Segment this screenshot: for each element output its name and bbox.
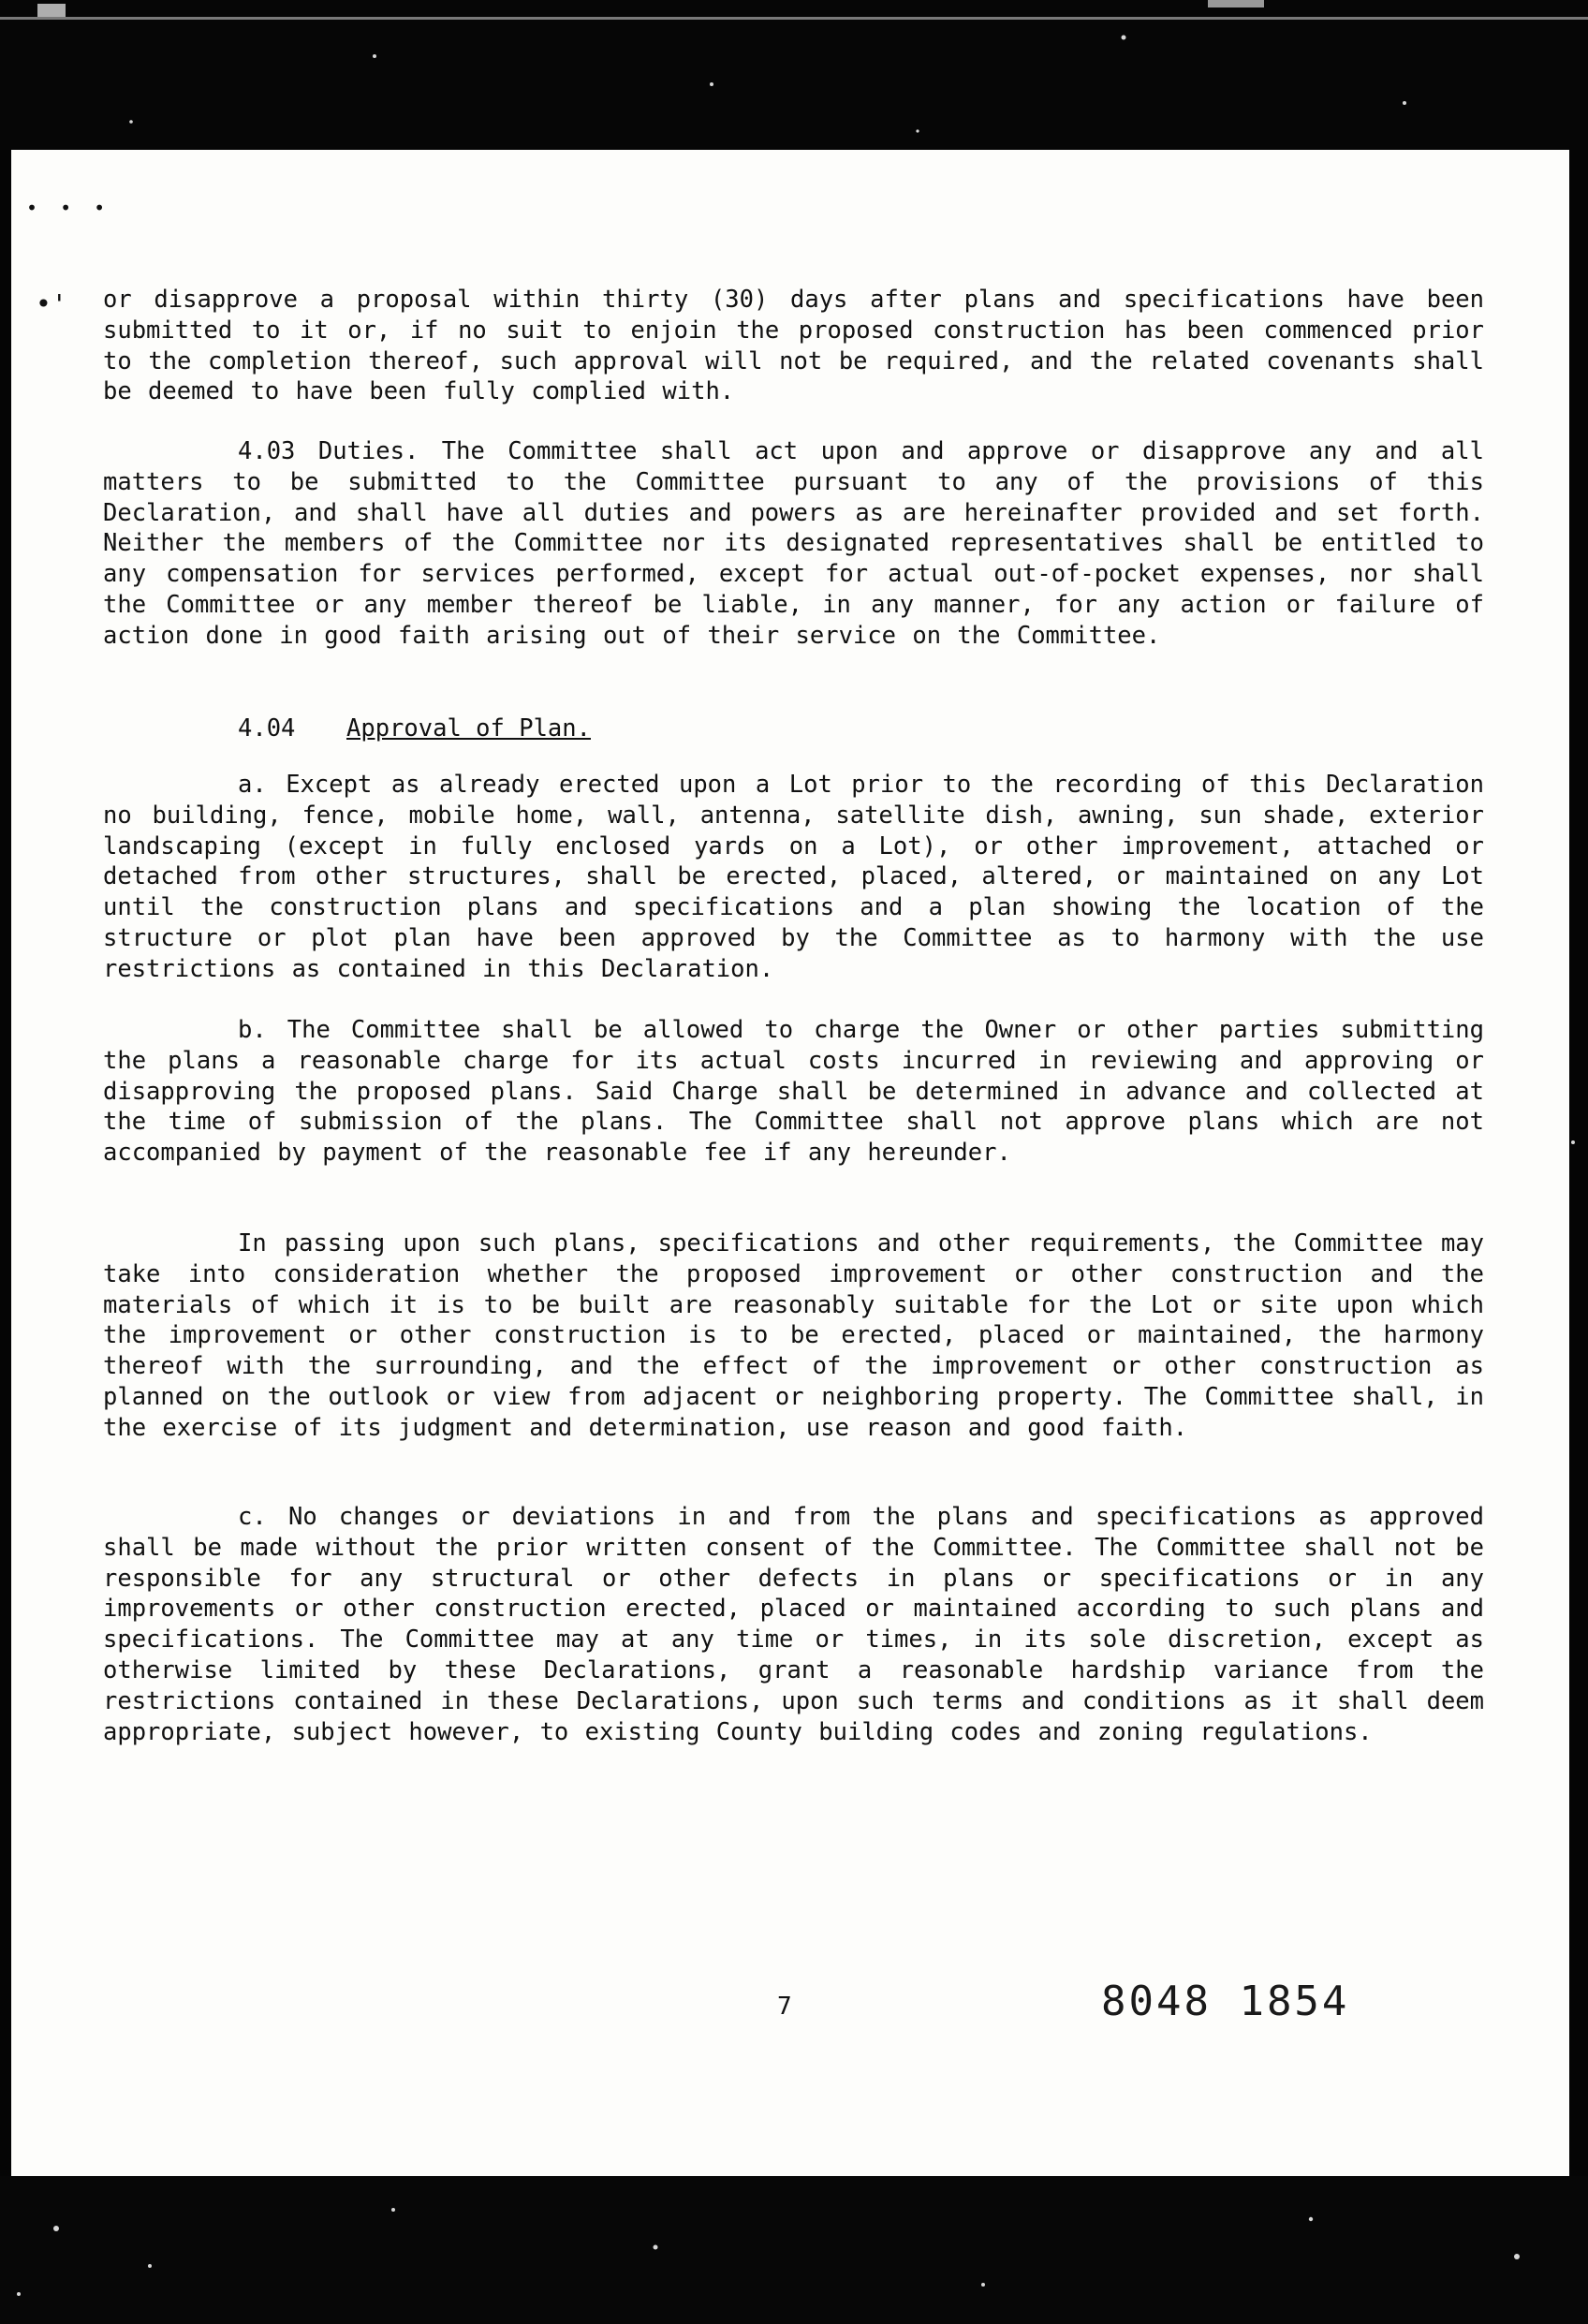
- paragraph-a: a. Except as already erected upon a Lot prior to the recording of this Declaration no building, fence, mobile home, wall, antenna, satellite dish, awning, sun shade, exterior landscaping (except in fully enclosed yards on a Lot), or other improvement, attached or detached from other structures, shall be erected, placed, altered, or maintained on any Lot until the construction plans and specifications and a plan showing the location of the structure or plot plan have been approved by the Committee as to harmony with the use restrictions as contained in this Declaration.: [103, 771, 1484, 983]
- section-title: Approval of Plan.: [346, 714, 591, 743]
- page-number: 7: [777, 1993, 792, 2021]
- section-number: 4.04: [238, 714, 296, 743]
- section-4-03-duties: 4.03 Duties. The Committee shall act upon and approve or disapprove any and all matters to be submitted to the Committee pursuant to any of the provisions of this Declaration, and shall have all duties and powers as are hereinafter provided and set forth. Neither the members of the Committee nor its designated representatives shall be entitled to any compensation for services performed, except for actual out-of-pocket expenses, nor shall the Committee or any member thereof be liable, in any manner, for any action or failure of action done in good faith arising out of their service on the Committee.: [103, 437, 1484, 650]
- margin-mark: •': [36, 288, 67, 319]
- scan-border-top: [0, 0, 1588, 150]
- scan-border-bottom: [0, 2176, 1588, 2324]
- paragraph-b: b. The Committee shall be allowed to charge the Owner or other parties submitting the plans a reasonable charge for its actual costs incurred in reviewing and approving or disapproving the proposed plans. Said Charge shall be determined in advance and collected at the time of submission of the plans. The Committee shall not approve plans which are not accompanied by payment of the reasonable fee if any hereunder.: [103, 1016, 1484, 1168]
- margin-specks: • • •: [26, 197, 111, 219]
- paragraph-c: c. No changes or deviations in and from the plans and specifications as approved shall be made without the prior written consent of the Committee. The Committee shall not be responsible for any structural or other defects in plans or specifications or in any improvements or other construction erected, placed or maintained according to such plans and specifications. The Committee may at any time or times, in its sole discretion, except as otherwise limited by these Declarations, grant a reasonable hardship variance from the restrictions contained in these Declarations, upon such terms and conditions as it shall deem appropriate, subject however, to existing County building codes and zoning regulations.: [103, 1503, 1484, 1746]
- recording-stamp: 8048 1854: [1101, 1978, 1350, 2025]
- paragraph-continuation: or disapprove a proposal within thirty (30) days after plans and specifications have been submitted to it or, if no suit to enjoin the proposed construction has been commenced prior to the completion thereof, such approval will not be required, and the related covenants shall be deemed to have been fully complied with.: [103, 286, 1484, 406]
- paragraph-passing-upon-plans: In passing upon such plans, specifications and other requirements, the Committee may take into consideration whether the proposed improvement or other construction and the materials of which it is to be built are reasonably suitable for the Lot or site upon which the improvement or other construction is to be erected, placed or maintained, the harmony thereof with the surrounding, and the effect of the improvement or other construction as planned on the outlook or view from adjacent or neighboring property. The Committee shall, in the exercise of its judgment and determination, use reason and good faith.: [103, 1229, 1484, 1442]
- section-4-04-heading: [238, 713, 591, 744]
